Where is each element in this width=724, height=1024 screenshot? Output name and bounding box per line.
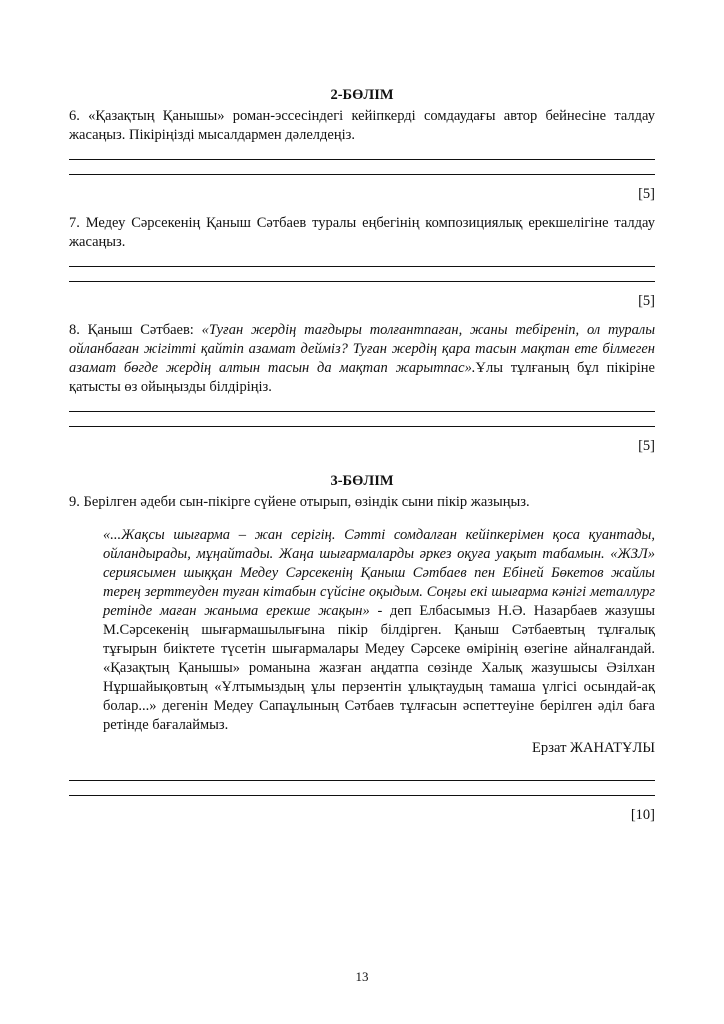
answer-line [69,266,655,267]
answer-line [69,411,655,412]
question-8-tail: Ұлы тұлғаның бұл пікіріне қатысты өз ойыңызды білдіріңіз. [69,360,655,395]
score-q9: [10] [630,807,655,823]
critic-quote [103,526,655,735]
section-2-heading: 2-БӨЛІМ [330,87,394,103]
question-8-lead: 8. Қаныш Сәтбаев: [69,322,202,338]
answer-line [69,159,655,160]
question-8-quote: «Туған жердің тағдыры толғантпаған, жаны тебіреніп, ол туралы ойланбаған жігітті қайтіп азамат дейміз? Туған жердің қара тасын мақтан ете білмеген азамат бөгде жердің алтын тасын да мақтап жарытпас». [69,322,656,376]
question-7: 7. Медеу Сәрсекенің Қаныш Сәтбаев туралы еңбегінің композициялық ерекшелігіне талдау жасаңыз. [69,215,655,250]
page-number: 13 [355,969,369,984]
answer-line [69,780,655,781]
score-q6: [5] [638,186,655,202]
answer-line [69,795,655,796]
answer-lines-q9 [69,780,655,796]
answer-line [69,281,655,282]
critic-quote-rest: - деп Елбасымыз Н.Ә. Назарбаев жазушы М.Сәрсекенің шығармашылығына пікір білдірген. Қаныш Сәтбаевтың тұлғалық тұғырын биіктете түсетін шығармалары Медеу Сәрсеке өмірінің өзегіне айналғандай. «Қазақтың Қанышы» романына жазған аңдатпа сөзінде Халық жазушысы Әзілхан Нұршайықовтың «Ұлтымыздың ұлы перзентін ұлықтаудың тамаша үлгісі осындай-ақ болар...» дегенін Медеу Сапаұлының Сәтбаев тұлғасын әспеттеуіне берілген әділ баға ретінде бағалаймыз. [103,603,655,733]
answer-lines-q6 [69,159,655,175]
quote-author: Ерзат ЖАНАТҰЛЫ [532,740,655,756]
question-6: 6. «Қазақтың Қанышы» роман-эссесіндегі кейіпкерді сомдаудағы автор бейнесіне талдау жасаңыз. Пікіріңізді мысалдармен дәлелдеңіз. [69,108,655,143]
answer-line [69,174,655,175]
score-q8: [5] [638,438,655,454]
answer-lines-q7 [69,266,655,282]
critic-quote-italic: «...Жақсы шығарма – жан серігің. Сәтті сомдалған кейіпкерімен қоса қуантады, ойландырады, мұңайтады. Жаңа шығармаларды әркез оқуға уақыт табамын. «ЖЗЛ» сериясымен шыққан Медеу Сәрсекенің Қаныш Сәтбаев пен Ебіней Бөкетов жайлы терең зерттеуден туған кітабын сүйсіне оқыдым. Соңғы екі шығарма кәнігі металлург ретінде маған жаныма ерекше жақын» [103,527,655,619]
answer-lines-q8 [69,411,655,427]
score-q7: [5] [638,293,655,309]
question-9: 9. Берілген әдеби сын-пікірге сүйене отырып, өзіндік сыни пікір жазыңыз. [69,494,530,510]
section-3-heading: 3-БӨЛІМ [330,473,394,489]
question-8 [69,321,655,397]
page-content [69,86,655,825]
answer-line [69,426,655,427]
